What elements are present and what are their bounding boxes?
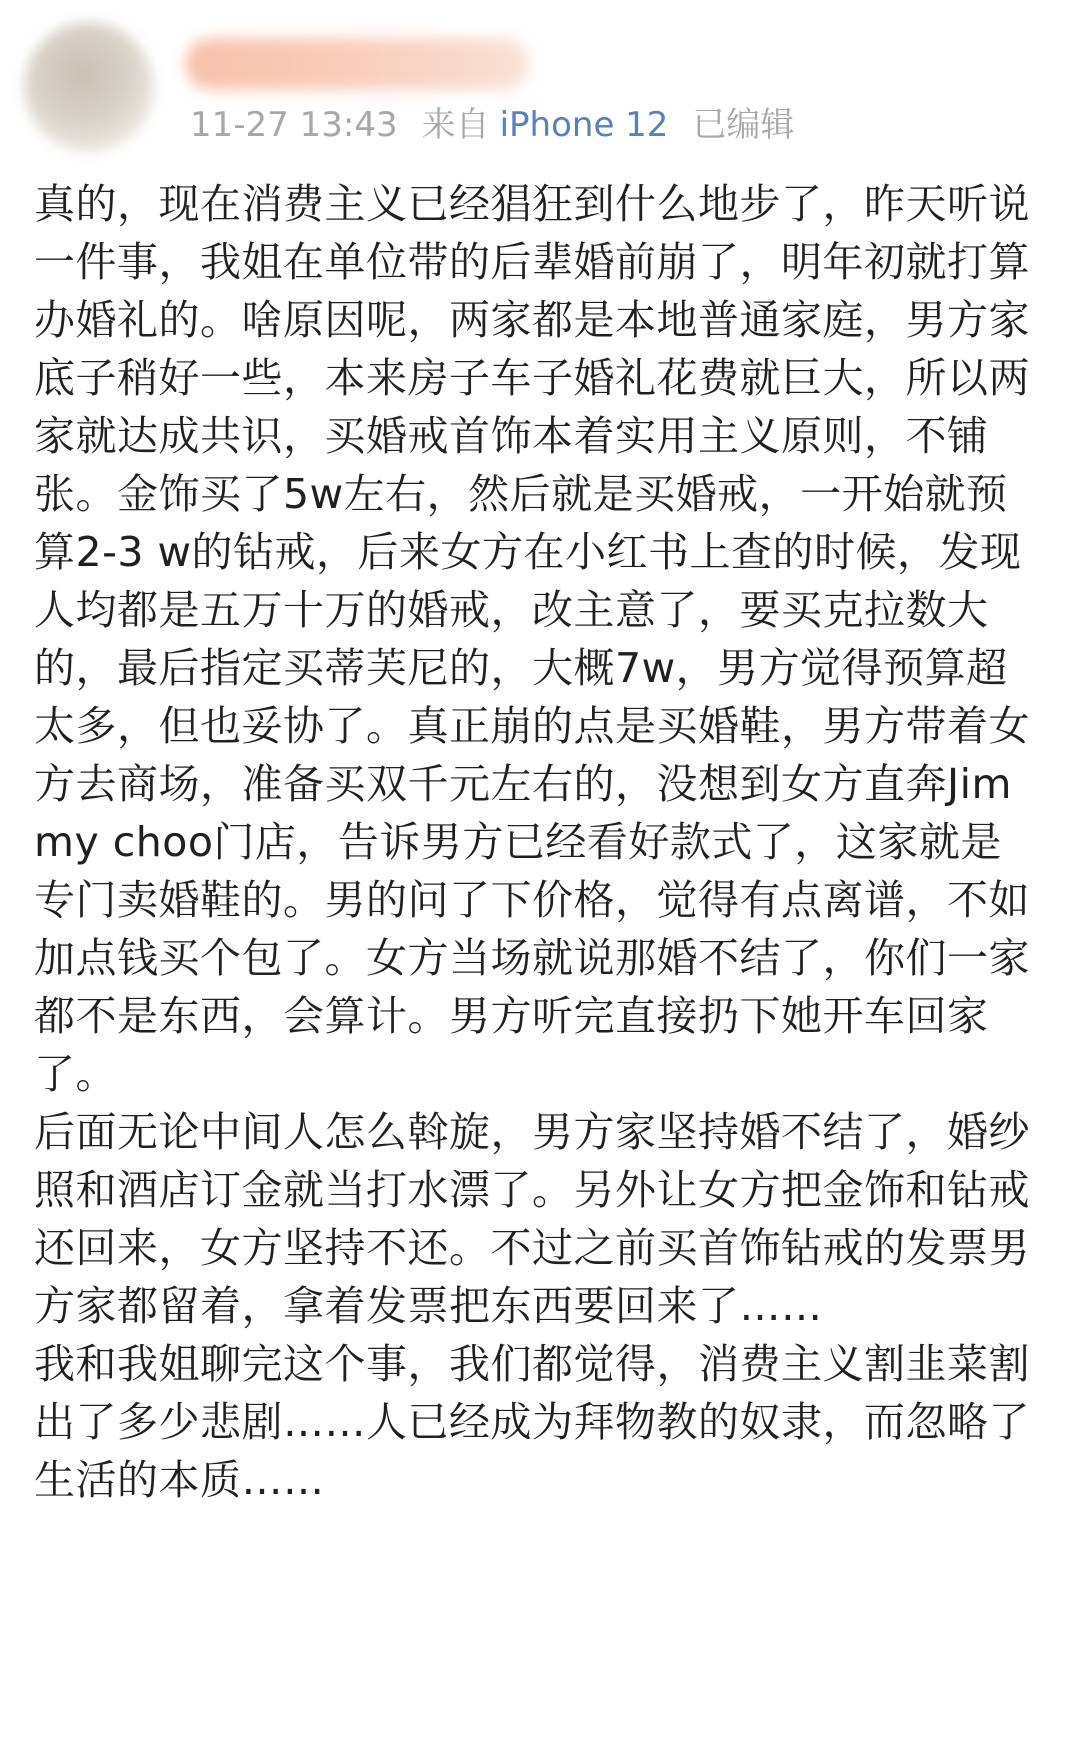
post-paragraph-1: 真的，现在消费主义已经猖狂到什么地步了，昨天听说一件事，我姐在单位带的后辈婚前崩了，明年初就打算办婚礼的。啥原因呢，两家都是本地普通家庭，男方家底子稍好一些，本来房子车子婚礼花费就巨大，所以两家就达成共识，买婚戒首饰本着实用主义原则，不铺张。金饰买了5w左右，然后就是买婚戒，一开始就预算2-3 w的钻戒，后来女方在小红书上查的时候，发现人均都是五万十万的婚戒，改主意了，要买克拉数大的，最后指定买蒂芙尼的，大概7w，男方觉得预算超太多，但也妥协了。真正崩的点是买婚鞋，男方带着女方去商场，准备买双千元左右的，没想到女方直奔Jimmy choo门店，告诉男方已经看好款式了，这家就是专门卖婚鞋的。男的问了下价格，觉得有点离谱，不如加点钱买个包了。女方当场就说那婚不结了，你们一家都不是东西，会算计。男方听完直接扔下她开车回家了。 (34, 180, 1030, 1098)
post-header (0, 0, 1080, 165)
post-meta (190, 103, 794, 147)
avatar[interactable] (24, 22, 154, 152)
post-paragraph-3: 我和我姐聊完这个事，我们都觉得，消费主义割韭菜割出了多少悲剧……人已经成为拜物教的奴隶，而忽略了生活的本质…… (34, 1340, 1030, 1504)
post-timestamp: 11-27 13:43 (190, 105, 398, 145)
post-paragraph-2: 后面无论中间人怎么斡旋，男方家坚持婚不结了，婚纱照和酒店订金就当打水漂了。另外让女方把金饰和钻戒还回来，女方坚持不还。不过之前买首饰钻戒的发票男方家都留着，拿着发票把东西要回来了…… (34, 1108, 1030, 1330)
source-prefix: 来自 (421, 105, 490, 145)
username-blurred[interactable] (185, 38, 530, 90)
post-body (34, 175, 1034, 1509)
edited-label: 已编辑 (692, 105, 795, 145)
post-device: iPhone 12 (499, 105, 669, 145)
